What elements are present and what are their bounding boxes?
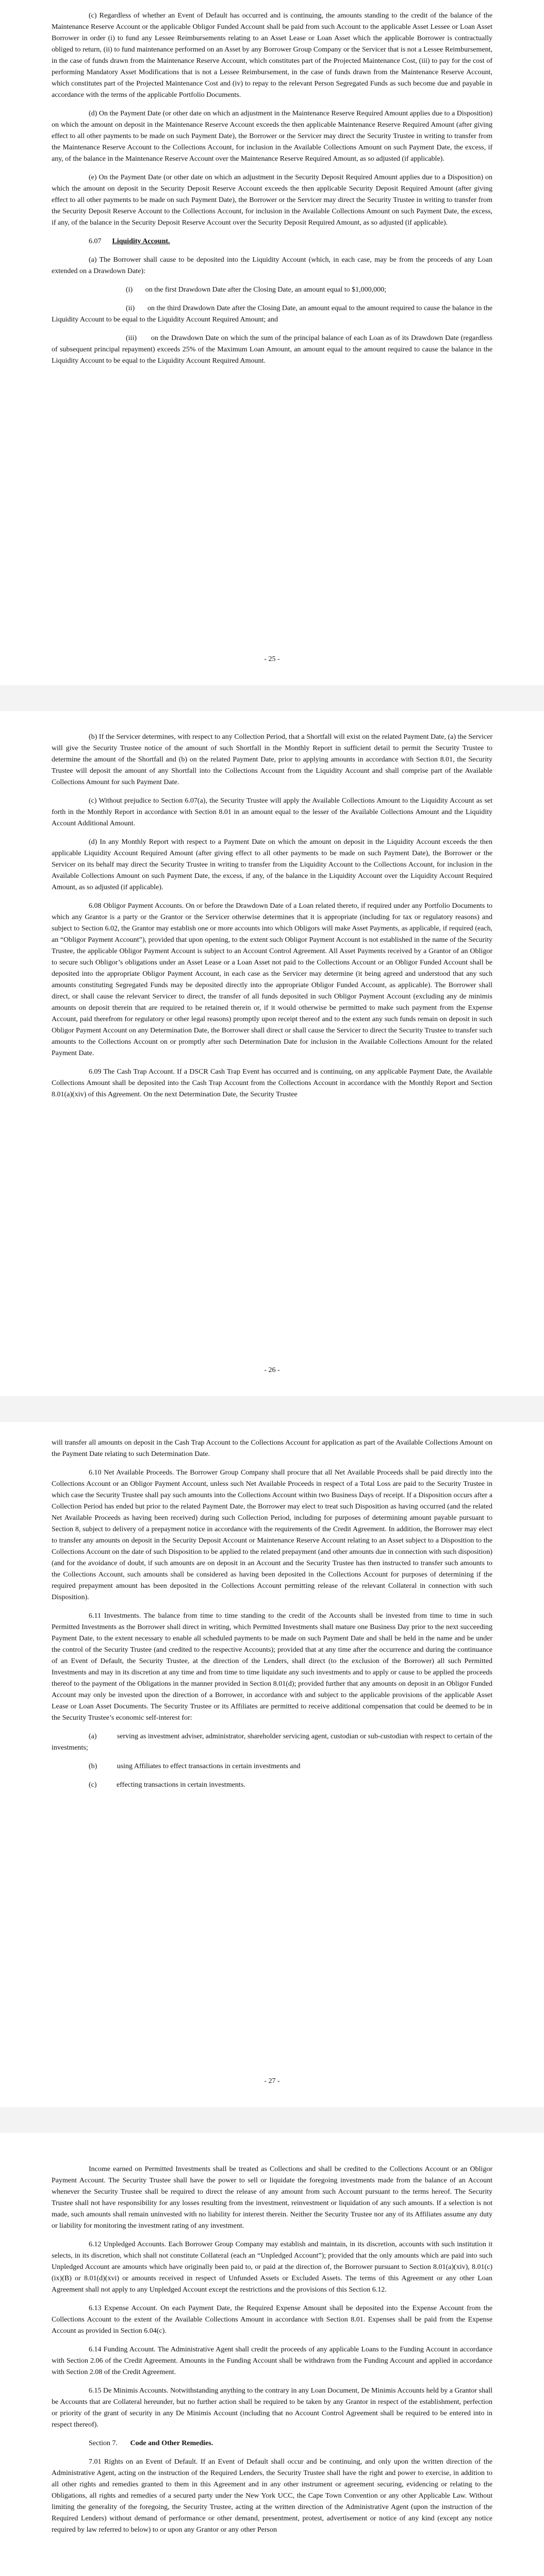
continuation-paragraph: will transfer all amounts on deposit in the Cash Trap Account to the Collections Account for application as part of the Available Collections Amount on the Payment Date relating to such Determination Date. [52,1439,492,1458]
list-item: (a) serving as investment adviser, administrator, shareholder servicing agent, custodian or sub-custodian with respect to certain of the investments; [52,1733,493,1752]
list-item: (c) effecting transactions in certain investments. [89,1781,245,1789]
page-number: - 27 - [264,2077,280,2085]
page-27 [0,1422,544,2107]
deposit-list [52,284,492,367]
paragraph-c: (c) Without prejudice to Section 6.07(a), the Security Trustee will apply the Available Collections Amount to the Liquidity Account as set forth in the Monthly Report in accordance with Section 8.01 in an amount equal to the lesser of the Available Collections Amount and the Liquidity Account Additional Amount. [52,797,492,827]
list-item: (iii) on the Drawdown Date on which the sum of the principal balance of each Loan as of its Drawdown Date (regardless of subsequent principal repayment) exceeds 25% of the Maximum Loan Amount, an amount equal to the amount required to cause the balance in the Liquidity Account to be equal to the Liquidity Account Required Amount. [52,334,493,365]
section-6-11: 6.11 Investments. The balance from time to time standing to the credit of the Accounts shall be invested from time to time in such Permitted Investments as the Borrower shall direct in writing, which Permitted Investments shall mature one Business Day prior to the next succeeding Payment Date, to the extent necessary to enable all scheduled payments to be made on such Payment Date and shall be held in the name and be under the control of the Security Trustee (and credited to the respective Accounts); provided that at any time after the occurrence and during the continuance of an Event of Default, the Security Trustee, at the direction of the Lenders, shall direct (to the exclusion of the Borrower) all such Permitted Investments and may in its discretion at any time and from time to time liquidate any such investments and to apply or cause to be applied the proceeds thereof to the payment of the Obligations in the manner provided in Section 8.01(d); provided further that any amounts on deposit in an Obligor Funded Account may only be invested upon the direction of a Borrower, in accordance with and subject to the applicable provisions of the applicable Asset Lease or Loan Asset Documents. The Security Trustee or its Affiliates are permitted to receive additional compensation that could be deemed to be in the Security Trustee’s economic self-interest for: [52,1612,492,1722]
list-item: (b) using Affiliates to effect transactions in certain investments and [89,1762,301,1770]
section-6-08: 6.08 Obligor Payment Accounts. On or before the Drawdown Date of a Loan related thereto, if required under any Portfolio Documents to which any Grantor is a party or the Grantor or the Servicer otherwise determines that it is appropriate (including for tax or regulatory reasons) and subject to Section 6.02, the Grantor may establish one or more accounts into which Obligors will make Asset Payments, as applicable, if required (each, an “Obligor Payment Account”), provided that upon opening, to the extent such Obligor Payment Account is not established in the name of the Security Trustee, the applicable Obligor Payment Account is subject to an Account Control Agreement. All Asset Payments received by a Grantor of an Obligor to secure such Obligor’s obligations under an Asset Lease or a Loan Asset not paid to the Collections Account or an Obligor Funded Account shall be deposited into the appropriate Obligor Payment Account, in each case as the Servicer may determine (it being agreed and understood that any such amounts constituting Segregated Funds may be deposited directly into the appropriate Obligor Funded Account, as applicable). The Borrower shall direct, or shall cause the relevant Servicer to direct, the transfer of all funds deposited in such Obligor Payment Account (excluding any de minimis amounts on deposit therein that are required to be retained therein or, if it would otherwise be permitted to make such payment from the Expense Account, paid therefrom for regulatory or other legal reasons) promptly upon receipt thereof and to the extent any such funds remain on deposit in such Obligor Payment Account on any Determination Date, the Borrower shall direct or shall cause the Servicer to direct the Security Trustee to transfer such amounts to the Collections Account on or promptly after such Determination Date for inclusion in the Available Collections Amount for the related Payment Date. [52,902,492,1057]
page-break [0,1396,544,1422]
page-28 [0,2133,544,2576]
paragraph-d: (d) On the Payment Date (or other date on which an adjustment in the Maintenance Reserve Required Amount applies due to a Disposition) on which the amount on deposit in the Maintenance Reserve Account exceeds the then applicable Maintenance Reserve Required Amount (after giving effect to all other payments to be made on such Payment Date), the Borrower or the Servicer may direct the Security Trustee in writing to transfer from the Maintenance Reserve Account to the Collections Account, for inclusion in the Available Collections Amount on such Payment Date, the excess, if any, of the balance in the Maintenance Reserve Account over the Maintenance Reserve Required Amount, as so adjusted (if applicable). [52,110,492,163]
paragraph-b: (b) If the Servicer determines, with respect to any Collection Period, that a Shortfall will exist on the related Payment Date, (a) the Servicer will give the Security Trustee notice of the amount of such Shortfall in the Monthly Report in sufficient detail to permit the Security Trustee to determine the amount of the Shortfall and (b) on the related Payment Date, prior to applying amounts in accordance with Section 8.01, the Security Trustee will deposit the amount of any Shortfall into the Collections Account from the Liquidity Account and shall comprise part of the Available Collections Amount for such Payment Date. [52,733,492,786]
paragraph-a: (a) The Borrower shall cause to be deposited into the Liquidity Account (which, in each case, may be from the proceeds of any Loan extended on a Drawdown Date): [52,256,492,275]
page-number: - 25 - [264,655,280,663]
section-6-09: 6.09 The Cash Trap Account. If a DSCR Cash Trap Event has occurred and is continuing, on any applicable Payment Date, the Available Collections Amount shall be deposited into the Cash Trap Account from the Collections Account in accordance with the Monthly Report and Section 8.01(a)(xiv) of this Agreement. On the next Determination Date, the Security Trustee [52,1068,492,1098]
section-title: Code and Other Remedies. [130,2439,213,2447]
list-item: (ii) on the third Drawdown Date after the Closing Date, an amount equal to the amount required to cause the balance in the Liquidity Account to be equal to the Liquidity Account Required Amount; and [52,304,492,324]
section-6-12: 6.12 Unpledged Accounts. Each Borrower Group Company may establish and maintain, in its discretion, accounts with such institution it selects, in its discretion, which shall not constitute Collateral (each an “Unpledged Account”); provided that the only amounts which are paid into such Unpledged Account are amounts which have originally been paid to, or paid at the direction of, the Borrower pursuant to Section 8.01(a)(xiv), 8.01(c)(ix)(B) or 8.01(d)(xvi) or amounts received in respect of Unfunded Assets or Excluded Assets. The terms of this Agreement or any other Loan Agreement shall not apply to any Unpledged Account except the restrictions and the provisions of this Section 6.12. [52,2241,492,2294]
income-paragraph: Income earned on Permitted Investments shall be treated as Collections and shall be credited to the Collections Account or an Obligor Payment Account. The Security Trustee shall have the power to sell or liquidate the foregoing investments made from the balance of an Account whenever the Security Trustee shall be required to direct the release of any amount from such Account pursuant to the terms hereof. The Security Trustee shall not have responsibility for any losses resulting from the investment, reinvestment or liquidation of any such amounts. If a selection is not made, such amounts shall remain uninvested with no liability for interest therein. Neither the Security Trustee nor any of its Affiliates assume any duty or liability for monitoring the investment rating of any investment. [52,2165,492,2230]
heading-number: 6.07 [89,238,102,245]
page-25 [0,0,544,685]
compensation-list [52,1731,492,1791]
section-6-14: 6.14 Funding Account. The Administrative Agent shall credit the proceeds of any applicable Loans to the Funding Account in accordance with Section 2.06 of the Credit Agreement. Amounts in the Funding Account shall be withdrawn from the Funding Account and applied in accordance with Section 2.08 of the Credit Agreement. [52,2346,492,2376]
heading-title: Liquidity Account. [112,238,170,245]
section-7-01: 7.01 Rights on an Event of Default. If an Event of Default shall occur and be continuing, and only upon the written direction of the Administrative Agent, acting on the instruction of the Required Lenders, the Security Trustee shall have the right and power to exercise, in addition to all other rights and remedies granted to them in this Agreement and in any other instrument or agreement securing, evidencing or relating to the Obligations, all rights and remedies of a secured party under the New York UCC, the Cape Town Convention or any other Applicable Law. Without limiting the generality of the foregoing, the Security Trustee, acting at the written direction of the Administrative Agent (upon the instruction of the Required Lenders) without demand of performance or other demand, presentment, protest, advertisement or notice of any kind (except any notice required by law referred to below) to or upon any Grantor or any other Person [52,2458,492,2534]
page-break [0,685,544,711]
section-6-10: 6.10 Net Available Proceeds. The Borrower Group Company shall procure that all Net Available Proceeds shall be paid directly into the Collections Account or an Obligor Payment Account, unless such Net Available Proceeds in respect of a Total Loss are paid to the Security Trustee in which case the Security Trustee shall pay such amounts into the Collections Account within two Business Days of receipt. If a Disposition occurs after a Collection Period has ended but prior to the related Payment Date, the Borrower may elect to treat such Disposition as having occurred (and the related Net Available Proceeds as having been received) during such Collection Period, including for purposes of determining amount payable pursuant to Section 8, subject to delivery of a prepayment notice in accordance with the requirements of the Credit Agreement. In addition, the Borrower may elect to transfer any amounts on deposit in the Security Deposit Account or Maintenance Reserve Account relating to an Asset subject to a Disposition to the Collections Account on the date of such Disposition to be applied to the related prepayment (and other amounts due in connection with such disposition) (and for the avoidance of doubt, if such amounts are on deposit in an Account and the Security Trustee has then instructed to transfer such amounts to the Collections Account, such amounts shall be considered as having been deposited in the Collections Account for purposes of determining if the required prepayment amount has been deposited in the Collections Account permitting release of the relevant Collateral in connection with such Disposition). [52,1469,492,1601]
section-heading-6-07 [52,236,492,247]
paragraph-e: (e) On the Payment Date (or other date on which an adjustment in the Security Deposit Required Amount applies due to a Disposition) on which the amount on deposit in the Security Deposit Reserve Account exceeds the then applicable Security Deposit Required Amount (after giving effect to all other payments to be made on such Payment Date), the Borrower or the Servicer may direct the Security Trustee in writing to transfer from the Security Deposit Reserve Account to the Collections Account, for inclusion in the Available Collections Amount on such Payment Date, the excess, if any, of the balance in the Security Deposit Reserve Account over the Security Deposit Required Amount, as so adjusted (if applicable). [52,174,492,227]
section-6-13: 6.13 Expense Account. On each Payment Date, the Required Expense Amount shall be deposited into the Expense Account from the Collections Account to the extent of the Available Collections Amount in accordance with Section 8.01. Expenses shall be paid from the Expense Account as provided in Section 6.04(c). [52,2304,492,2335]
section-6-15: 6.15 De Minimis Accounts. Notwithstanding anything to the contrary in any Loan Document, De Minimis Accounts held by a Grantor shall be Accounts that are Collateral hereunder, but no further action shall be required to be taken by any Grantor in respect of the establishment, perfection or priority of the grant of security in any De Minimis Account (including that no Account Control Agreement shall be required to be entered into in respect thereof). [52,2387,492,2429]
list-item: (i) on the first Drawdown Date after the Closing Date, an amount equal to $1,000,000; [126,286,387,294]
page-break [0,2107,544,2133]
paragraph-c: (c) Regardless of whether an Event of Default has occurred and is continuing, the amounts standing to the credit of the balance of the Maintenance Reserve Account or the applicable Obligor Funded Account shall be paid from such Account to the applicable Asset Lessee or Loan Asset Borrower in order (i) to fund any Lessee Reimbursements relating to an Asset Lease or Loan Asset which the applicable Borrower is contractually obliged to return, (ii) to fund maintenance performed on an Asset by any Borrower Group Company or the Servicer that is not a Lessee Reimbursement, in the case of funds drawn from the Maintenance Reserve Account, which constitutes part of the Projected Maintenance Cost, (iii) to pay for the cost of performing Mandatory Asset Modifications that is not a Lessee Reimbursement, in the case of funds drawn from the Maintenance Reserve Account, which constitutes part of the Projected Maintenance Cost and (iv) to repay to the relevant Person Segregated Funds as such become due and payable in accordance with the terms of the applicable Portfolio Documents. [52,12,492,99]
page-number: - 26 - [264,1366,280,1374]
paragraph-d: (d) In any Monthly Report with respect to a Payment Date on which the amount on deposit in the Liquidity Account exceeds the then applicable Liquidity Account Required Amount (after giving effect to all other payments to be made on such Payment Date), the Borrower or the Servicer on its behalf may direct the Security Trustee in writing to transfer from the Liquidity Account to the Collections Account, for inclusion in the Available Collections Amount on such Payment Date, the excess, if any, of the balance in the Liquidity Account over the Liquidity Account Required Amount, as so adjusted (if applicable). [52,838,492,891]
page-26 [0,711,544,1396]
section-number: Section 7. [89,2439,118,2447]
section-heading-7 [52,2438,492,2449]
